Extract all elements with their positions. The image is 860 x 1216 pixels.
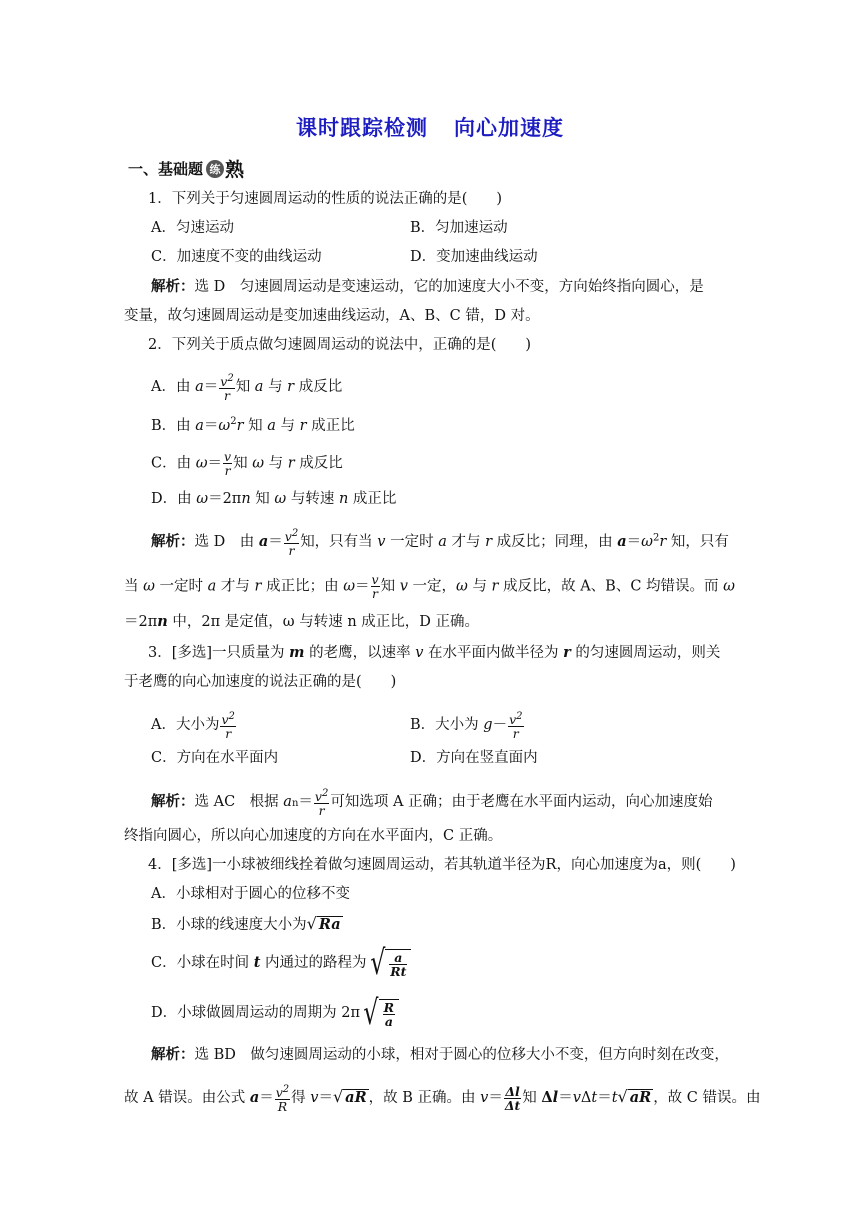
q4-option-d: D．小球做圆周运动的周期为 2π √ $\frac{R}{a}$	[151, 996, 399, 1030]
practice-badge-icon: 练	[206, 160, 224, 178]
q2-option-a: A．由 a＝ $\frac{v^2}{r}$ 知 a 与 r 成反比	[151, 373, 343, 404]
q2-solution-line2: 当 ω 一定时 a 才与 r 成正比；由 ω＝ $\frac{v}{r}$ 知 v 一定，ω 与 r 成反比，故 A、B、C 均错误。而 ω	[124, 572, 735, 601]
q3-stem-line1: 3．[多选]一只质量为 m 的老鹰，以速率 v 在水平面内做半径为 r 的匀速圆周运动，则关	[148, 644, 721, 661]
q1-option-c: C．加速度不变的曲线运动	[151, 249, 322, 265]
q2-option-c: C．由 ω＝ $\frac{v}{r}$ 知 ω 与 r 成反比	[151, 449, 343, 478]
q2-stem: 2．下列关于质点做匀速圆周运动的说法中，正确的是( )	[148, 337, 532, 353]
q2-option-d: D．由 ω＝2πn 知 ω 与转速 n 成正比	[151, 491, 397, 507]
q1-option-a: A．匀速运动	[151, 220, 234, 236]
q3-solution-line1: 解析：选 AC 根据 an＝ $\frac{v^2}{r}$ 可知选项 A 正确；由于老鹰在水平面内运动，向心加速度始	[151, 788, 713, 819]
q2-option-b: B．由 $a=\omega^2r$ 知 a 与 r 成正比	[151, 416, 355, 434]
q1-solution-line1: 解析：选 D 匀速圆周运动是变速运动，它的加速度大小不变，方向始终指向圆心，是	[151, 279, 704, 295]
q4-stem: 4．[多选]一小球被细线拴着做匀速圆周运动，若其轨道半径为R，向心加速度为a，则( )	[148, 857, 736, 873]
q3-option-b: B．大小为 g－ $\frac{v^2}{r}$	[410, 711, 523, 742]
skilled-badge: 熟	[225, 159, 245, 181]
q4-option-b: B．小球的线速度大小为√ Ra	[151, 914, 341, 933]
q3-option-d: D．方向在竖直面内	[410, 750, 538, 766]
page-title: 课时跟踪检测 向心加速度	[296, 116, 564, 140]
q3-solution-line2: 终指向圆心，所以向心加速度的方向在水平面内，C 正确。	[124, 828, 503, 844]
q4-solution-line1: 解析：选 BD 做匀速圆周运动的小球，相对于圆心的位移大小不变，但方向时刻在改变，	[151, 1047, 729, 1063]
q1-stem: 1．下列关于匀速圆周运动的性质的说法正确的是( )	[148, 191, 503, 207]
q4-option-c: C．小球在时间 t 内通过的路程为 √ $\frac{a}{Rt}$	[151, 946, 411, 980]
q3-option-c: C．方向在水平面内	[151, 750, 279, 766]
q1-option-b: B．匀加速运动	[410, 220, 508, 236]
q4-solution-line2: 故 A 错误。由公式 a＝ $\frac{v^2}{R}$ 得 v＝√ aR ，故 B 正确。由 v＝ $\frac{\Delta l}{\Delta t}$ 知 Δl＝vΔt＝t√ aR ，故 C 错误。由	[124, 1083, 761, 1115]
q3-option-a: A．大小为 $\frac{v^2}{r}$	[151, 711, 235, 742]
q2-solution-line1: 解析：选 D 由 a＝ $\frac{v^2}{r}$ 知，只有当 v 一定时 a 才与 r 成反比；同理，由 $a=\omega^2r$ 知，只有	[151, 528, 729, 559]
q3-stem-line2: 于老鹰的向心加速度的说法正确的是( )	[124, 674, 397, 690]
q1-option-d: D．变加速曲线运动	[410, 249, 538, 265]
q1-solution-line2: 变量，故匀速圆周运动是变加速曲线运动，A、B、C 错，D 对。	[124, 308, 540, 324]
section-heading: 一、基础题 练 熟	[128, 155, 244, 182]
q2-solution-line3: ＝2πn 中，2π 是定值，ω 与转速 n 成正比，D 正确。	[124, 613, 480, 630]
q4-option-a: A．小球相对于圆心的位移不变	[151, 886, 350, 902]
